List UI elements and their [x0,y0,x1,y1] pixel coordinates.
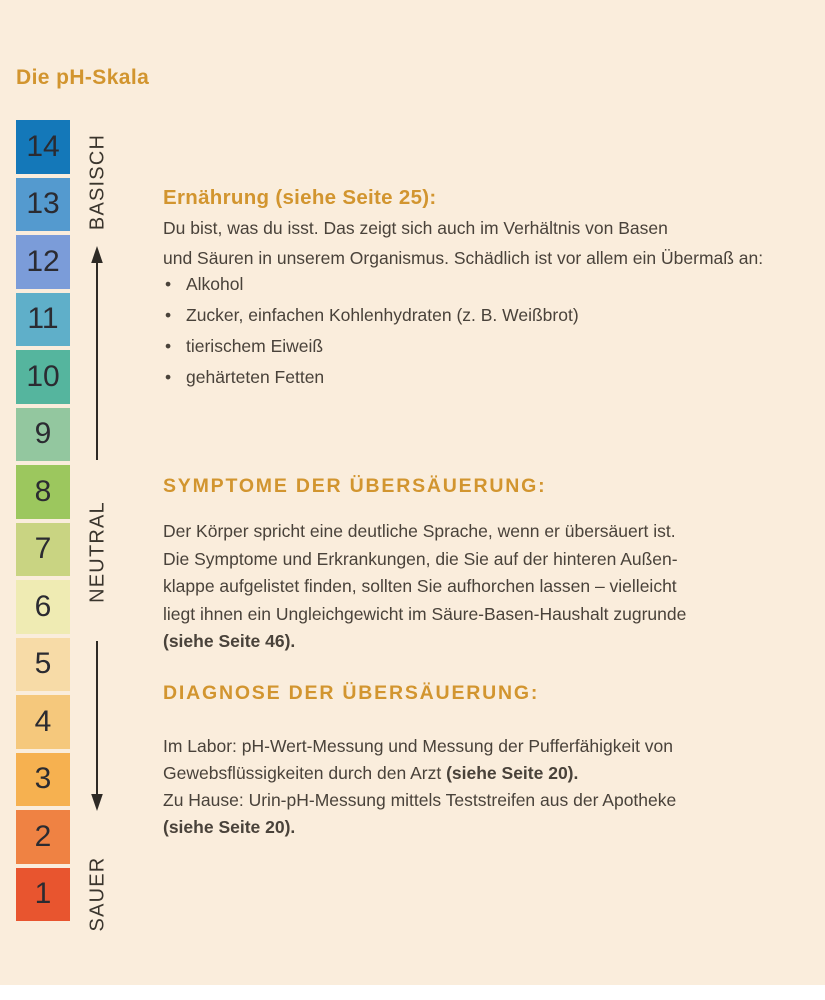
bullet-icon: • [165,336,172,356]
list-item [163,331,579,362]
text-line: liegt ihnen ein Ungleichgewicht im Säure-Basen-Haushalt zugrunde [163,603,687,624]
text-line: Im Labor: pH-Wert-Messung und Messung der Pufferfähigkeit von [163,736,674,756]
diagnose-paragraph [163,733,676,841]
ernaehrung-bullet-list [163,269,579,393]
list-item-text: Zucker, einfachen Kohlenhydraten (z. B. Weißbrot) [186,305,579,325]
ph-block-3: 3 [16,753,70,807]
label-sauer: SAUER [86,856,109,932]
ph-block-7: 7 [16,523,70,577]
page-reference: (siehe Seite 46). [163,631,296,651]
ph-scale [16,120,70,921]
list-item [163,362,579,393]
symptome-paragraph [163,518,686,656]
list-item-text: tierischem Eiweiß [186,336,324,356]
text-line: Die Symptome und Erkrankungen, die Sie auf der hinteren Außen- [163,548,678,569]
list-item-text: gehärteten Fetten [186,367,325,387]
bullet-icon: • [165,367,172,387]
ph-block-5: 5 [16,638,70,692]
text-line: Du bist, was du isst. Das zeigt sich auch im Verhältnis von Basen [163,218,668,238]
text-line: klappe aufgelistet finden, sollten Sie aufhorchen lassen – vielleicht [163,576,677,596]
page-reference: (siehe Seite 20). [446,763,579,783]
label-basisch: BASISCH [86,133,109,231]
bullet-icon: • [165,305,172,325]
ph-block-12: 12 [16,235,70,289]
section-heading-diagnose: DIAGNOSE DER ÜBERSÄUERUNG: [163,682,540,704]
text-line: Der Körper spricht eine deutliche Sprache, wenn er übersäuert ist. [163,521,676,541]
section-heading-symptome: SYMPTOME DER ÜBERSÄUERUNG: [163,475,547,497]
ph-block-6: 6 [16,580,70,634]
ph-block-10: 10 [16,350,70,404]
page-title: Die pH-Skala [16,66,150,89]
ph-block-2: 2 [16,810,70,864]
text-line: Zu Hause: Urin-pH-Messung mittels Teststreifen aus der Apotheke [163,790,677,810]
text-line: Gewebsflüssigkeiten durch den Arzt (siehe Seite 20). [163,763,579,783]
bullet-icon: • [165,274,172,294]
section-heading-ernaehrung: Ernährung (siehe Seite 25): [163,186,437,209]
ph-block-11: 11 [16,293,70,347]
ernaehrung-paragraph [163,214,763,273]
list-item [163,300,579,331]
text-line: und Säuren in unserem Organismus. Schädlich ist vor allem ein Übermaß an: [163,247,764,268]
label-neutral: NEUTRAL [86,501,109,603]
ph-block-9: 9 [16,408,70,462]
list-item [163,269,579,300]
ph-block-14: 14 [16,120,70,174]
ph-block-8: 8 [16,465,70,519]
ph-block-13: 13 [16,178,70,232]
ph-block-4: 4 [16,695,70,749]
page-reference: (siehe Seite 20). [163,817,296,837]
ph-block-1: 1 [16,868,70,922]
list-item-text: Alkohol [186,274,244,294]
